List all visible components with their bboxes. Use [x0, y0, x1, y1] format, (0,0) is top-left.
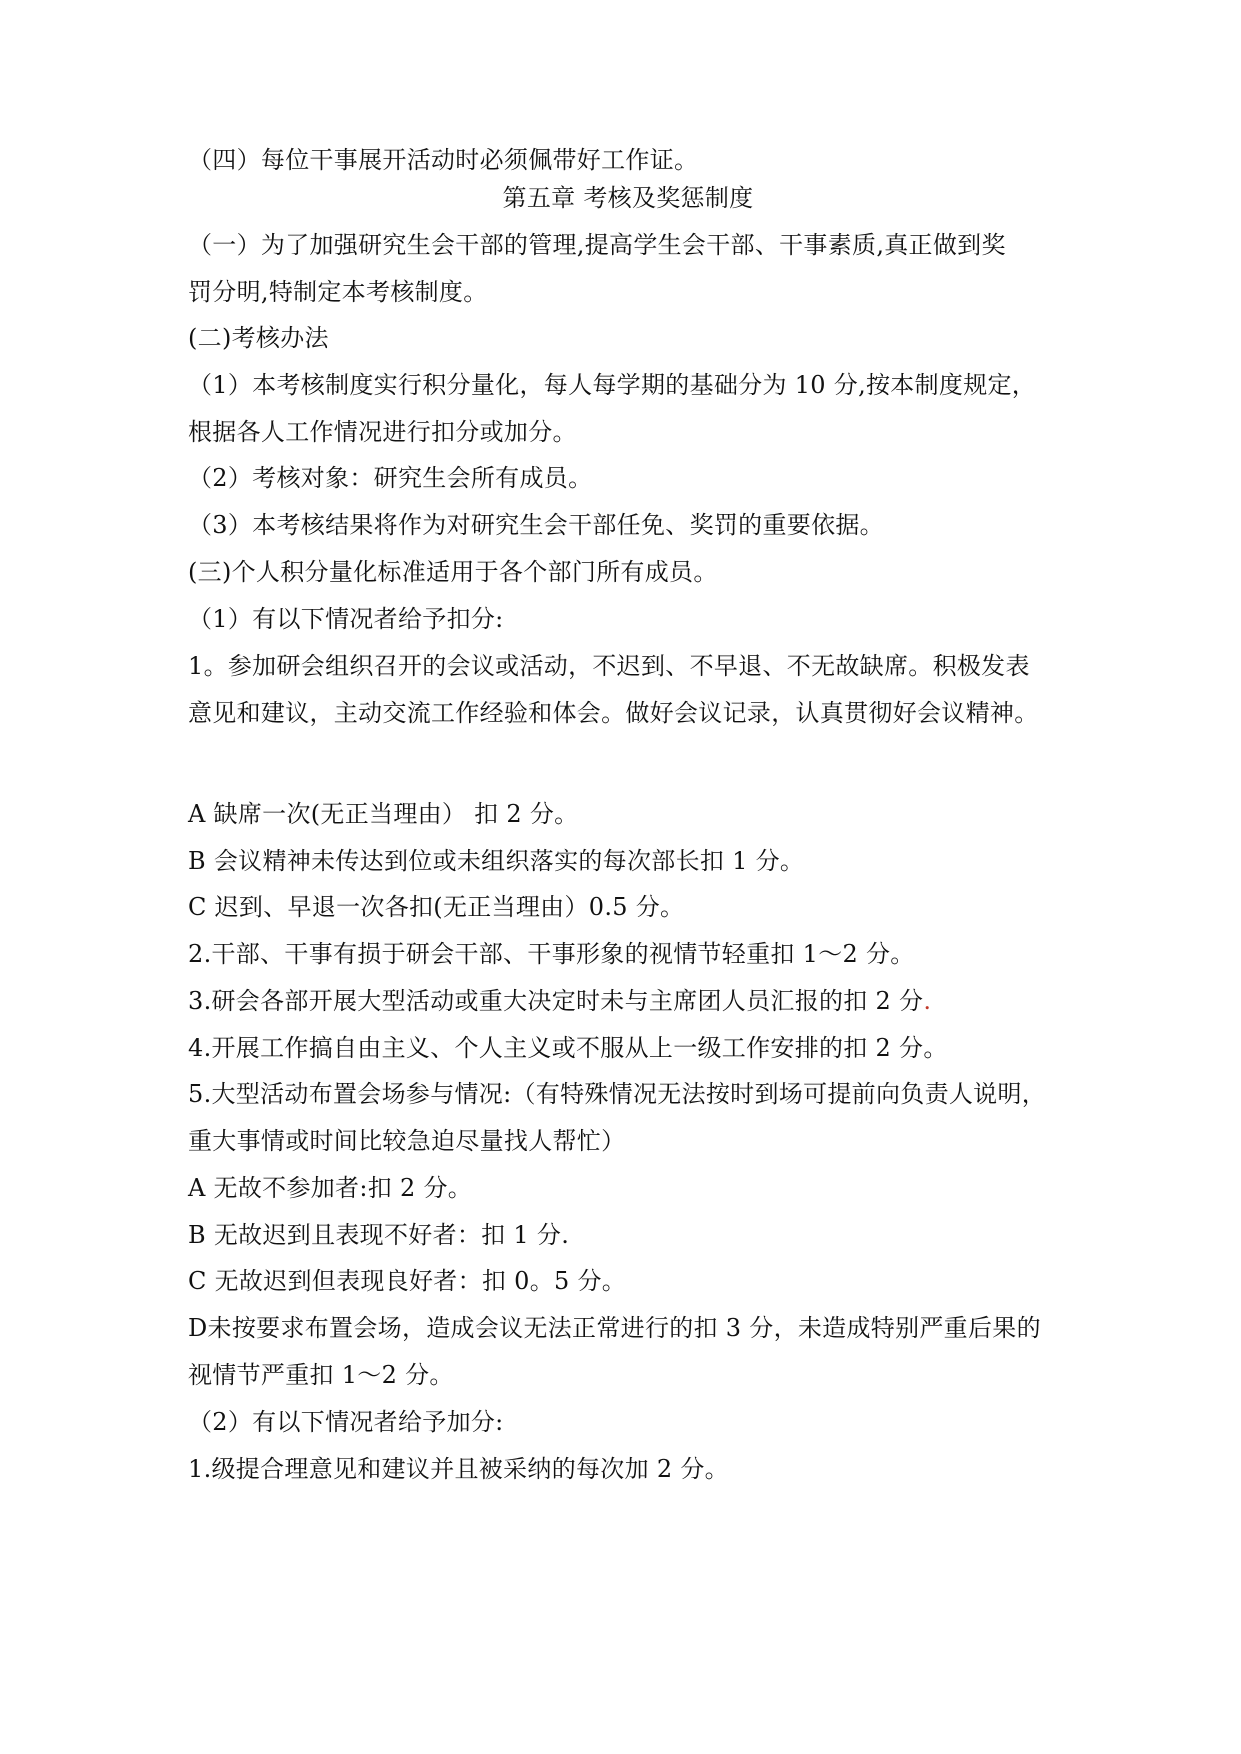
- text-line: 罚分明,特制定本考核制度。: [188, 278, 488, 306]
- text-line: （1）本考核制度实行积分量化，每人每学期的基础分为 10 分,按本制度规定，: [188, 371, 1037, 399]
- text-line: A 无故不参加者:扣 2 分。: [188, 1174, 473, 1202]
- text-line: [188, 984, 1068, 1018]
- text-line: D未按要求布置会场，造成会议无法正常进行的扣 3 分，未造成特别严重后果的: [188, 1314, 1041, 1342]
- text-line: (三)个人积分量化标准适用于各个部门所有成员。: [188, 558, 718, 586]
- text-line-content: 3.研会各部开展大型活动或重大决定时未与主席团人员汇报的扣 2 分: [188, 987, 924, 1015]
- text-line: 1.级提合理意见和建议并且被采纳的每次加 2 分。: [188, 1455, 729, 1483]
- text-line: （2）有以下情况者给予加分:: [188, 1408, 504, 1436]
- text-line: （四）每位干事展开活动时必须佩带好工作证。: [188, 146, 699, 174]
- text-line: 视情节严重扣 1～2 分。: [188, 1361, 454, 1389]
- text-line: A 缺席一次(无正当理由） 扣 2 分。: [188, 800, 579, 828]
- chapter-heading: 第五章 考核及奖惩制度: [502, 184, 754, 212]
- text-line: C 无故迟到但表现良好者：扣 0。5 分。: [188, 1267, 627, 1295]
- text-line: （1）有以下情况者给予扣分:: [188, 605, 504, 633]
- text-line: 根据各人工作情况进行扣分或加分。: [188, 418, 577, 446]
- text-line: B 会议精神未传达到位或未组织落实的每次部长扣 1 分。: [188, 847, 805, 875]
- text-line: （2）考核对象：研究生会所有成员。: [188, 464, 593, 492]
- text-line: （一）为了加强研究生会干部的管理,提高学生会干部、干事素质,真正做到奖: [188, 231, 1006, 259]
- red-mark: .: [923, 987, 932, 1015]
- text-line: 重大事情或时间比较急迫尽量找人帮忙）: [188, 1127, 626, 1155]
- text-line: 1。参加研会组织召开的会议或活动，不迟到、不早退、不无故缺席。积极发表: [188, 652, 1030, 680]
- text-line: B 无故迟到且表现不好者：扣 1 分.: [188, 1221, 570, 1249]
- text-line: 2.干部、干事有损于研会干部、干事形象的视情节轻重扣 1～2 分。: [188, 940, 915, 968]
- text-line: 5.大型活动布置会场参与情况:（有特殊情况无法按时到场可提前向负责人说明，: [188, 1080, 1047, 1108]
- text-line: 意见和建议，主动交流工作经验和体会。做好会议记录，认真贯彻好会议精神。: [188, 699, 1039, 727]
- text-line: （3）本考核结果将作为对研究生会干部任免、奖罚的重要依据。: [188, 511, 884, 539]
- text-line: 4.开展工作搞自由主义、个人主义或不服从上一级工作安排的扣 2 分。: [188, 1034, 948, 1062]
- text-line: C 迟到、早退一次各扣(无正当理由）0.5 分。: [188, 893, 685, 921]
- text-line: (二)考核办法: [188, 324, 329, 352]
